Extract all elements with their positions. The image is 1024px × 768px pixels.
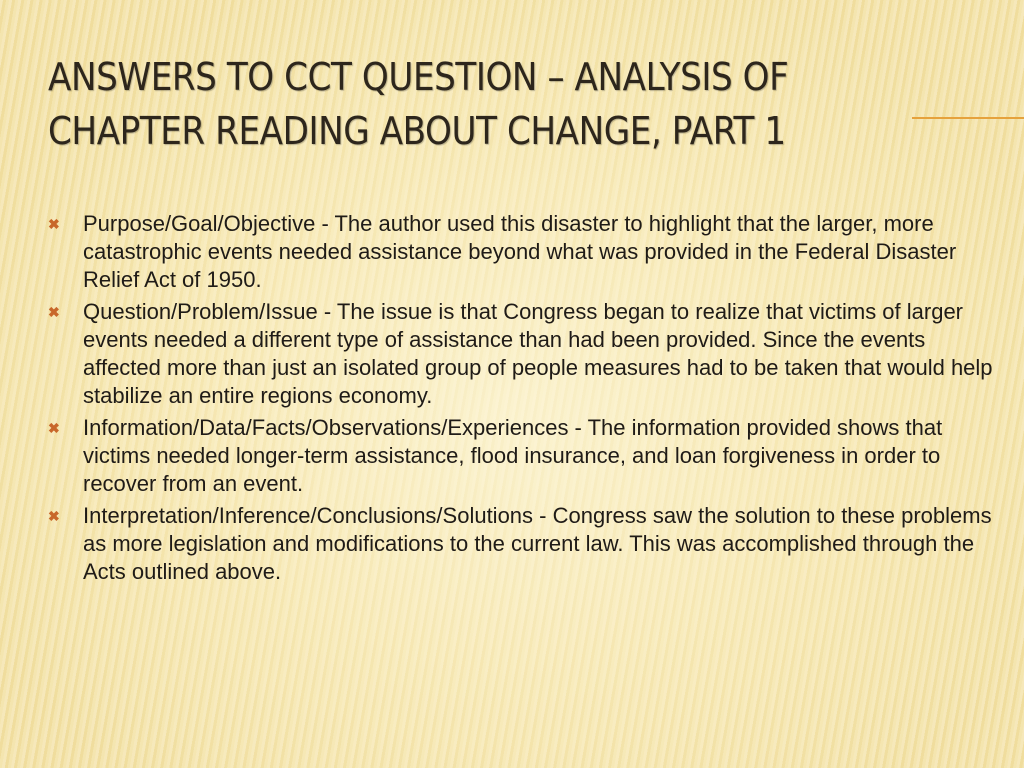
bullet-text-information: Information/Data/Facts/Observations/Experiences - The information provided shows that victims needed longer-term assistance, flood insurance, and loan forgiveness in order to recover from an event. bbox=[83, 415, 943, 496]
bullet-item-interpretation bbox=[48, 502, 998, 586]
title-accent-rule bbox=[912, 117, 1024, 119]
slide-title bbox=[48, 50, 858, 158]
slide-title-line-2: CHAPTER READING ABOUT CHANGE, PART 1 bbox=[48, 109, 786, 153]
bullet-list bbox=[48, 210, 998, 590]
x-mark-icon: ✖ bbox=[48, 420, 60, 436]
bullet-item-information bbox=[48, 414, 998, 498]
x-mark-icon: ✖ bbox=[48, 304, 60, 320]
bullet-item-question bbox=[48, 298, 998, 410]
slide-title-line-1: ANSWERS TO CCT QUESTION – ANALYSIS OF bbox=[48, 55, 789, 99]
bullet-item-purpose bbox=[48, 210, 998, 294]
x-mark-icon: ✖ bbox=[48, 216, 60, 232]
bullet-text-question: Question/Problem/Issue - The issue is that Congress began to realize that victims of larger events needed a different type of assistance than had been provided. Since the events affected more than just an isolated group of people measures had to be taken that would help stabilize an entire regions economy. bbox=[83, 299, 993, 408]
bullet-text-purpose: Purpose/Goal/Objective - The author used this disaster to highlight that the larger, more catastrophic events needed assistance beyond what was provided in the Federal Disaster Relief Act of 1950. bbox=[83, 211, 957, 292]
bullet-text-interpretation: Interpretation/Inference/Conclusions/Solutions - Congress saw the solution to these problems as more legislation and modifications to the current law. This was accomplished through the Acts outlined above. bbox=[83, 503, 992, 584]
x-mark-icon: ✖ bbox=[48, 508, 60, 524]
